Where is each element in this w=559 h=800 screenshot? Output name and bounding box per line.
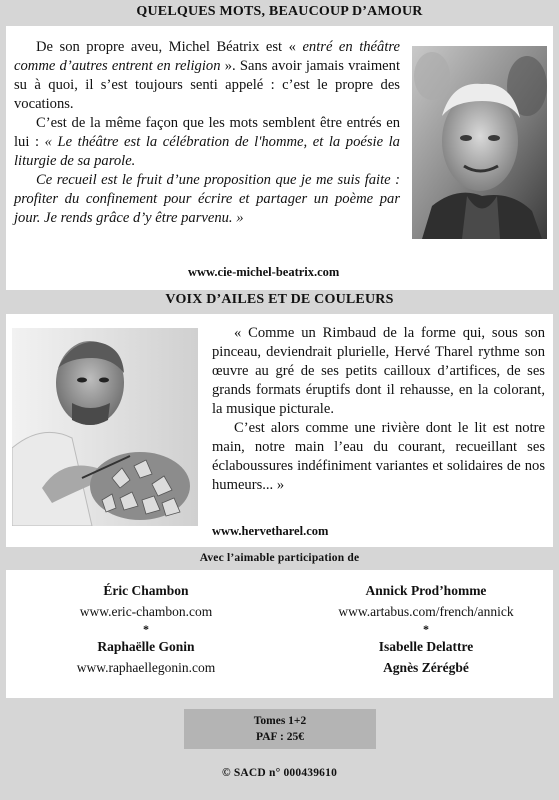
separator-star: * xyxy=(143,622,149,636)
portrait-michel-beatrix xyxy=(412,46,547,239)
credit-name: Agnès Zérégbé xyxy=(383,660,469,675)
participation-panel xyxy=(6,570,553,698)
section-panel-herve-tharel xyxy=(6,314,553,547)
paragraph: C’est alors comme une rivière dont le lit est notre main, notre main l’eau du courant, recueillant ses éclaboussures indéfiniment variantes et solidaires de nos humeurs... » xyxy=(212,420,545,493)
credits-right-column xyxy=(306,582,546,677)
price-label: PAF : 25€ xyxy=(256,731,304,743)
credits-left-column xyxy=(26,582,266,677)
portrait-herve-tharel xyxy=(12,328,198,526)
credit-website-link[interactable]: www.artabus.com/french/annick xyxy=(338,604,514,619)
separator-star: * xyxy=(423,622,429,636)
sacd-copyright: © SACD n° 000439610 xyxy=(221,767,338,779)
section-text-michel-beatrix xyxy=(14,38,400,228)
tomes-label: Tomes 1+2 xyxy=(253,715,307,727)
credit-name: Annick Prod’homme xyxy=(365,583,487,598)
website-link-herve-tharel[interactable]: www.hervetharel.com xyxy=(212,524,329,538)
section-heading-quelques-mots: QUELQUES MOTS, BEAUCOUP D’AMOUR xyxy=(136,4,423,19)
section-heading-voix-dailes: VOIX D’AILES ET DE COULEURS xyxy=(165,292,394,307)
credit-name: Raphaëlle Gonin xyxy=(97,639,195,654)
participation-heading: Avec l’aimable participation de xyxy=(199,552,360,564)
paragraph: C’est de la même façon que les mots semblent être entrés en lui : « Le théâtre est la célébration de l'homme, et la poésie la liturgie de sa parole. xyxy=(14,115,400,169)
paragraph: « Comme un Rimbaud de la forme qui, sous son pinceau, deviendrait plurielle, Hervé Tharel rythme son œuvre au gré de ses petits cailloux d’artifices, de ses grands formats éruptifs dont il rehausse, en la colorant, la musique picturale. xyxy=(212,325,545,417)
credit-name: Isabelle Delattre xyxy=(378,639,474,654)
credit-website-link[interactable]: www.raphaellegonin.com xyxy=(76,660,216,675)
credit-website-link[interactable]: www.eric-chambon.com xyxy=(79,604,213,619)
credit-name: Éric Chambon xyxy=(103,583,189,598)
price-info-box xyxy=(184,709,376,749)
paragraph: De son propre aveu, Michel Béatrix est « entré en théâtre comme d’autres entrent en religion ». Sans avoir jamais vraiment su à quoi, il s’est toujours senti appelé : c’est le propre des vocations. xyxy=(14,39,401,112)
paragraph: Ce recueil est le fruit d’une proposition que je me suis faite : profiter du confinement pour écrire et partager un poème par jour. Je rends grâce d’y être parvenu. » xyxy=(14,172,400,226)
website-link-michel-beatrix[interactable]: www.cie-michel-beatrix.com xyxy=(188,265,340,279)
section-text-herve-tharel xyxy=(212,324,545,495)
section-panel-michel-beatrix xyxy=(6,26,553,290)
